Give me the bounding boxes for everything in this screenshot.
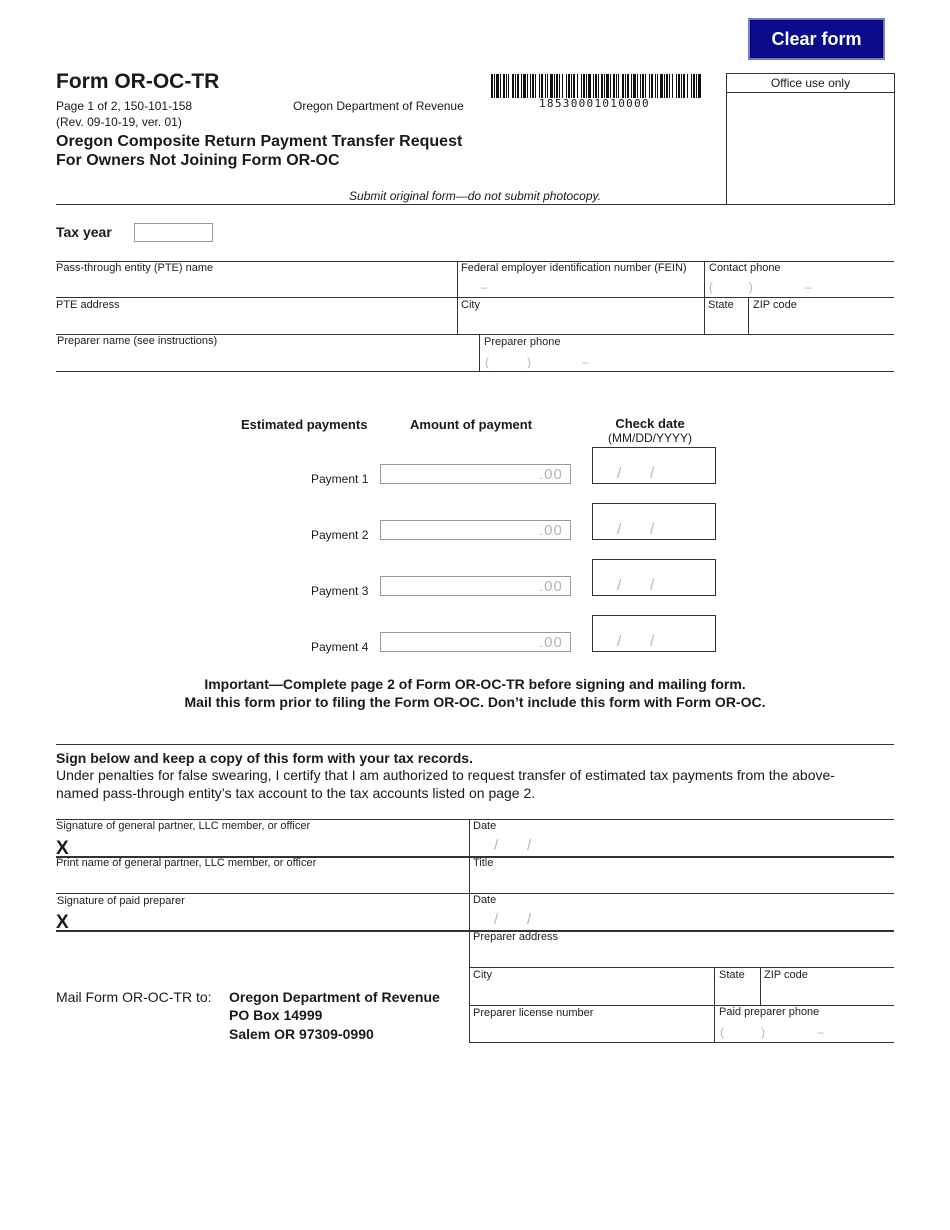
form-title-line1: Oregon Composite Return Payment Transfer Request [56, 133, 463, 150]
paid-phone-dash: – [817, 1025, 824, 1039]
contact-phone-label: Contact phone [709, 262, 781, 274]
signature-partner-x: X [56, 838, 69, 859]
col-estimated-payments: Estimated payments [241, 417, 368, 432]
payment-4-date-slash-2: / [650, 633, 655, 650]
payment-3-label: Payment 3 [311, 584, 369, 598]
signature-partner-label: Signature of general partner, LLC member, or officer [56, 820, 311, 832]
fein-label: Federal employer identification number (FEIN) [461, 262, 687, 274]
preparer-state-input[interactable] [716, 983, 759, 1004]
preparer-city-label: City [473, 969, 492, 981]
revision: (Rev. 09-10-19, ver. 01) [56, 115, 182, 129]
zip-label: ZIP code [753, 299, 797, 311]
print-name-input[interactable] [57, 871, 467, 892]
certify-line-1: Under penalties for false swearing, I certify that I am authorized to request transfer of estimated tax payments from the above- [56, 767, 835, 783]
form-title: Form OR-OC-TR [56, 70, 220, 93]
title-input[interactable] [471, 871, 894, 892]
payment-4-label: Payment 4 [311, 640, 369, 654]
fein-input[interactable] [459, 276, 703, 296]
payment-1-cents: .00 [539, 466, 563, 483]
state-label: State [708, 299, 734, 311]
preparer-zip-label: ZIP code [764, 969, 808, 981]
barcode-icon [491, 74, 703, 98]
payment-2-cents: .00 [539, 522, 563, 539]
partner-date-input[interactable] [471, 834, 894, 855]
clear-form-button[interactable]: Clear form [748, 18, 885, 60]
title-label: Title [473, 857, 494, 869]
form-title-line2: For Owners Not Joining Form OR-OC [56, 152, 340, 169]
payment-3-date-slash-2: / [650, 577, 655, 594]
payment-2-date-slash-2: / [650, 521, 655, 538]
barcode-number: 18530001010000 [539, 97, 650, 110]
tax-year-input[interactable] [134, 223, 213, 242]
contact-phone-input[interactable] [706, 276, 894, 296]
preparer-address-label: Preparer address [473, 931, 558, 943]
preparer-phone-input[interactable] [481, 350, 894, 370]
mail-line-1: Oregon Department of Revenue [229, 989, 440, 1005]
mail-label: Mail Form OR-OC-TR to: [56, 989, 212, 1005]
payment-3-date-slash-1: / [617, 577, 622, 594]
preparer-name-label: Preparer name (see instructions) [57, 335, 218, 347]
preparer-city-input[interactable] [471, 983, 713, 1004]
paid-phone-open-paren: ( [720, 1025, 724, 1039]
pte-name-label: Pass-through entity (PTE) name [56, 262, 214, 274]
paid-phone-input[interactable] [716, 1021, 894, 1041]
contact-phone-open-paren: ( [709, 280, 713, 294]
partner-date-label: Date [473, 820, 497, 832]
department-name: Oregon Department of Revenue [293, 99, 464, 113]
license-input[interactable] [471, 1021, 713, 1041]
pte-address-label: PTE address [56, 299, 120, 311]
city-input[interactable] [459, 313, 703, 333]
payment-1-date-slash-1: / [617, 465, 622, 482]
preparer-phone-close-paren: ) [527, 355, 531, 369]
print-name-label: Print name of general partner, LLC member, or officer [56, 857, 317, 869]
payment-2-label: Payment 2 [311, 528, 369, 542]
preparer-name-input[interactable] [57, 350, 477, 370]
page-info: Page 1 of 2, 150-101-158 [56, 99, 193, 113]
contact-phone-close-paren: ) [749, 280, 753, 294]
mail-prior-notice: Mail this form prior to filing the Form OR-OC. Don’t include this form with Form OR-OC. [184, 694, 766, 710]
mail-line-3: Salem OR 97309-0990 [229, 1026, 374, 1042]
paid-phone-close-paren: ) [761, 1025, 765, 1039]
payment-1-date-slash-2: / [650, 465, 655, 482]
preparer-zip-input[interactable] [762, 983, 894, 1004]
preparer-address-input[interactable] [471, 946, 894, 966]
office-use-label: Office use only [770, 76, 851, 90]
signature-preparer-x: X [56, 912, 69, 933]
paid-phone-label: Paid preparer phone [719, 1006, 820, 1018]
payment-3-cents: .00 [539, 578, 563, 595]
certify-line-2: named pass-through entity’s tax account to the tax accounts listed on page 2. [56, 785, 536, 801]
preparer-phone-open-paren: ( [485, 355, 489, 369]
payment-1-label: Payment 1 [311, 472, 369, 486]
preparer-date-slash-1: / [494, 911, 499, 928]
partner-date-slash-2: / [527, 837, 532, 854]
payment-4-date-slash-1: / [617, 633, 622, 650]
col-amount-of-payment: Amount of payment [410, 417, 533, 432]
preparer-phone-dash: – [582, 355, 589, 369]
signature-preparer-field[interactable] [76, 908, 466, 929]
mail-line-2: PO Box 14999 [229, 1007, 323, 1023]
signature-partner-field[interactable] [76, 834, 466, 855]
payment-2-date-slash-1: / [617, 521, 622, 538]
fein-separator: – [481, 280, 488, 294]
sign-heading: Sign below and keep a copy of this form with your tax records. [56, 750, 473, 766]
preparer-date-input[interactable] [471, 908, 894, 929]
preparer-date-label: Date [473, 894, 497, 906]
contact-phone-dash: – [805, 280, 812, 294]
col-check-date-format: (MM/DD/YYYY) [608, 431, 692, 445]
city-label: City [461, 299, 480, 311]
state-input[interactable] [706, 313, 747, 333]
signature-preparer-label: Signature of paid preparer [57, 895, 185, 907]
partner-date-slash-1: / [494, 837, 499, 854]
important-notice: Important—Complete page 2 of Form OR-OC-TR before signing and mailing form. [204, 676, 746, 692]
preparer-phone-label: Preparer phone [484, 336, 561, 348]
submit-note: Submit original form—do not submit photocopy. [349, 189, 601, 203]
tax-year-label: Tax year [56, 224, 112, 240]
license-label: Preparer license number [473, 1007, 594, 1019]
pte-name-input[interactable] [57, 276, 455, 296]
preparer-date-slash-2: / [527, 911, 532, 928]
payment-4-cents: .00 [539, 634, 563, 651]
preparer-state-label: State [719, 969, 745, 981]
zip-input[interactable] [750, 313, 894, 333]
col-check-date: Check date [615, 416, 685, 431]
pte-address-input[interactable] [57, 313, 455, 333]
